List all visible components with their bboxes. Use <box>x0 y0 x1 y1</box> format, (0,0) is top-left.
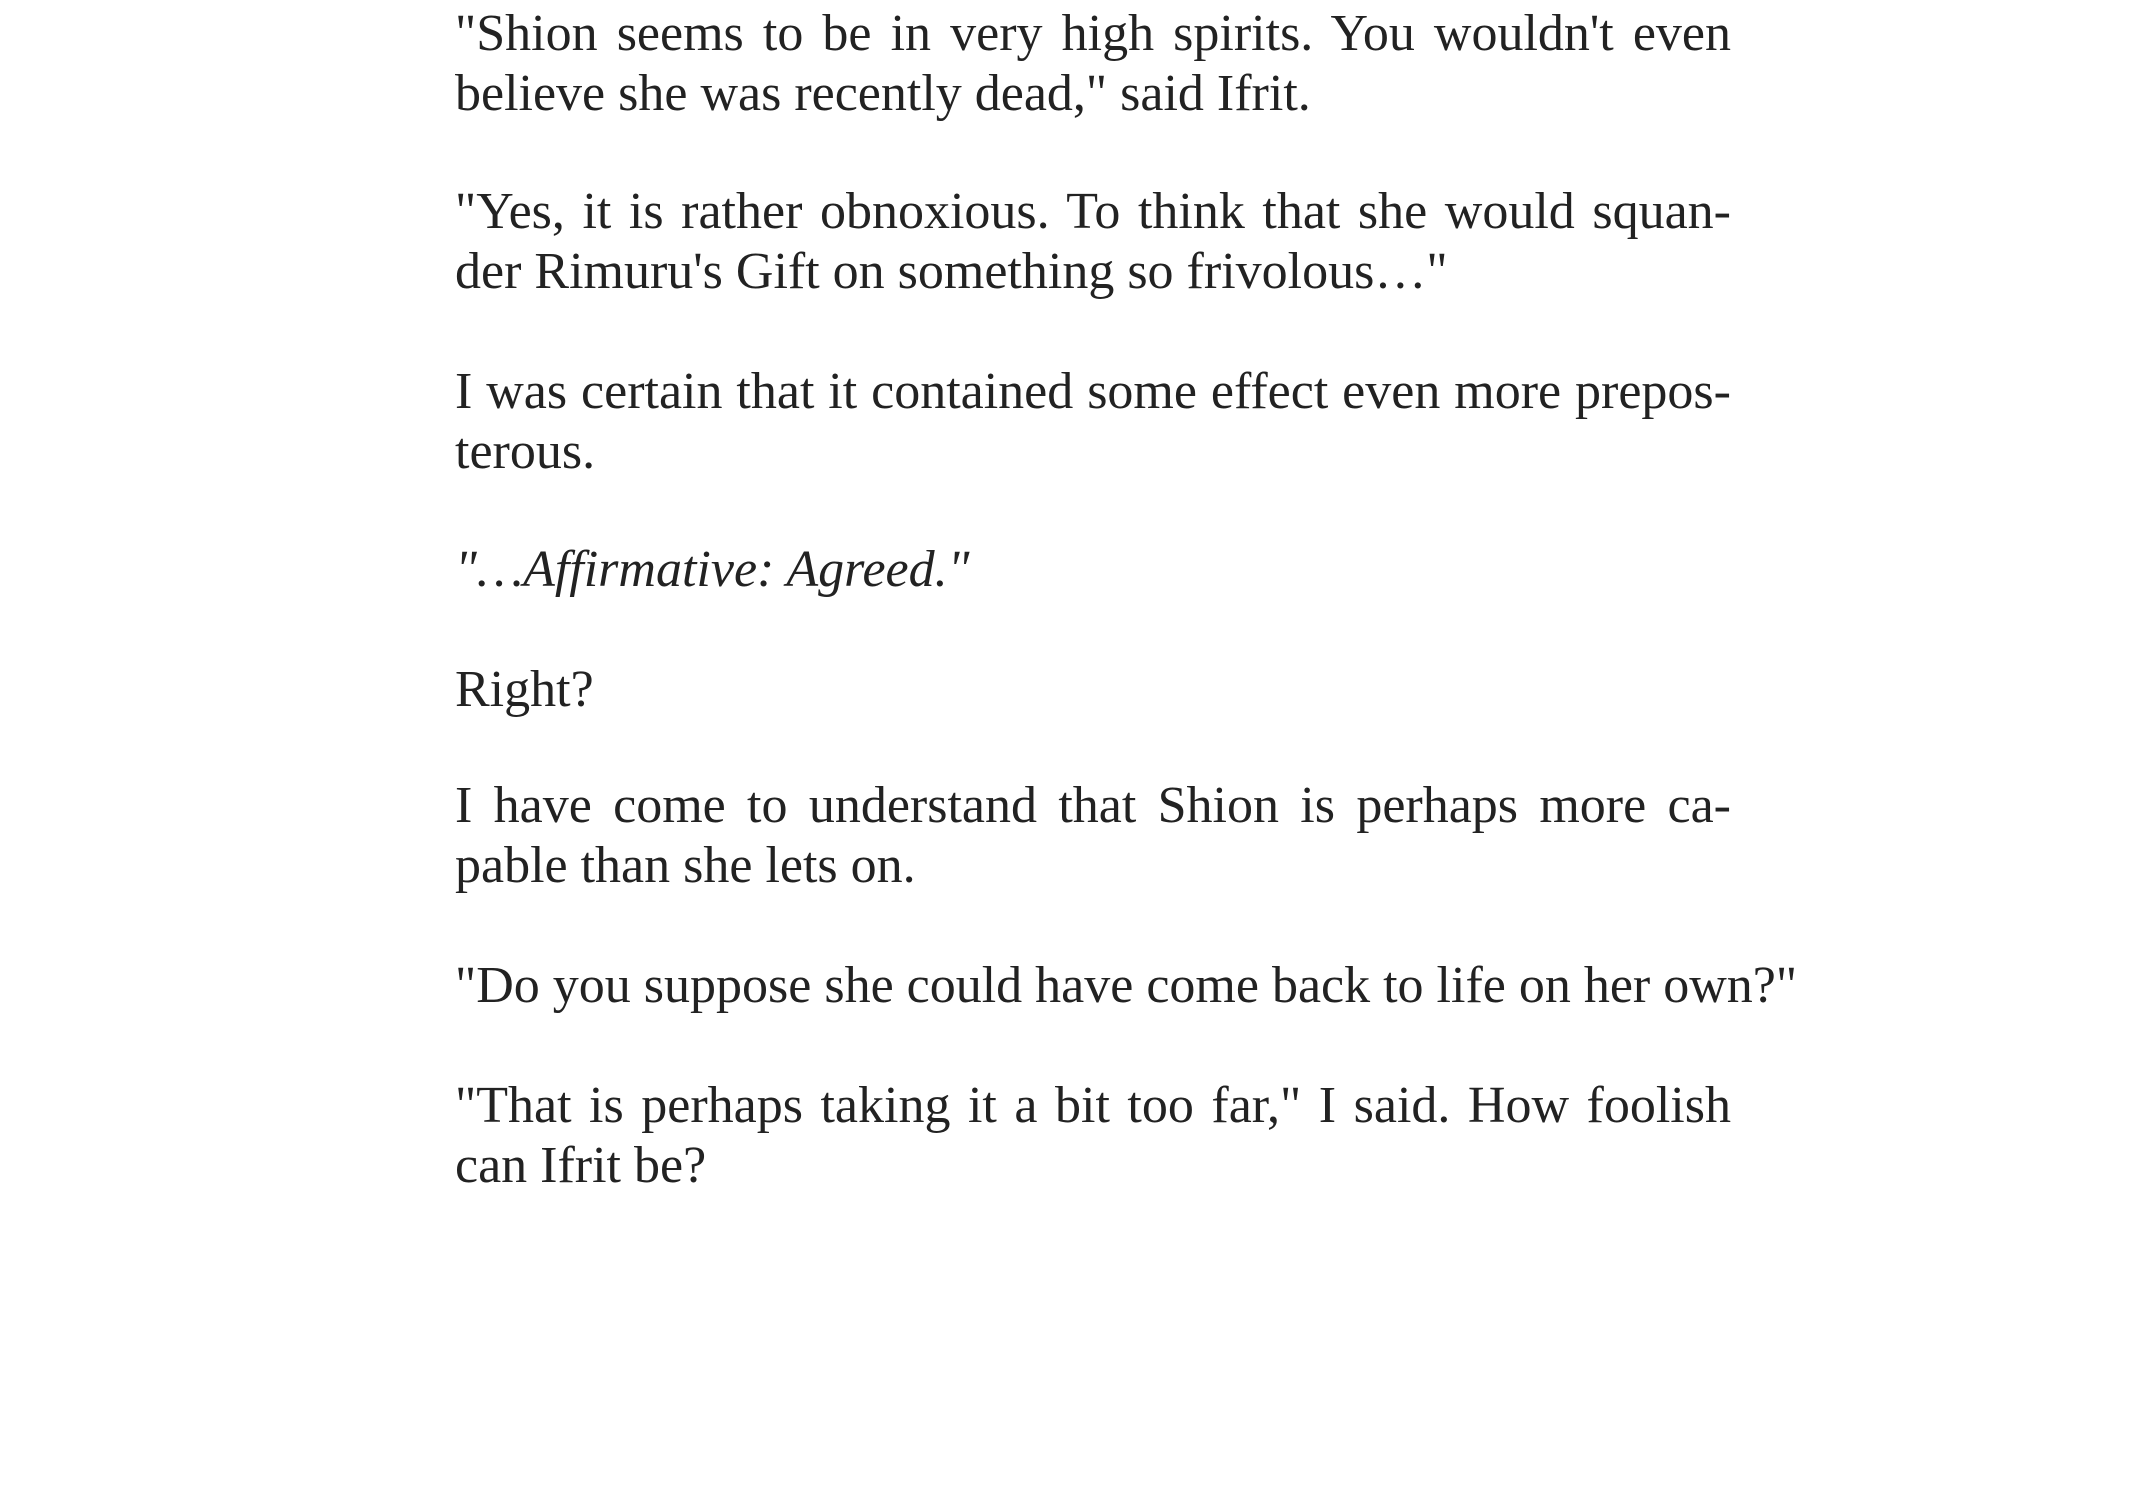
text-line: I have come to understand that Shion is perhaps more ca- <box>455 777 1731 834</box>
text-line: can Ifrit be? <box>455 1137 707 1194</box>
text-line: terous. <box>455 423 596 480</box>
paragraph-right <box>455 660 1731 720</box>
paragraph-too-far <box>455 1076 1731 1196</box>
text-line: "…Affirmative: Agreed." <box>455 541 970 598</box>
text-line: "Do you suppose she could have come back to life on her own?" <box>455 957 1798 1014</box>
text-line: Right? <box>455 661 594 718</box>
text-line: "Shion seems to be in very high spirits. You wouldn't even <box>455 5 1731 62</box>
paragraph-obnoxious-reply <box>455 182 1731 302</box>
text-line: believe she was recently dead," said Ifrit. <box>455 65 1311 122</box>
text-line: der Rimuru's Gift on something so frivolous…" <box>455 243 1448 300</box>
text-line: pable than she lets on. <box>455 837 916 894</box>
text-line: "Yes, it is rather obnoxious. To think that she would squan- <box>455 183 1731 240</box>
paragraph-certain-effect <box>455 362 1731 482</box>
paragraph-affirmative <box>455 540 1731 600</box>
text-line: "That is perhaps taking it a bit too far," I said. How foolish <box>455 1077 1731 1134</box>
paragraph-ifrit-remark <box>455 4 1731 124</box>
text-line: I was certain that it contained some effect even more prepos- <box>455 363 1731 420</box>
paragraph-shion-capable <box>455 776 1731 896</box>
paragraph-back-to-life <box>455 956 1798 1016</box>
